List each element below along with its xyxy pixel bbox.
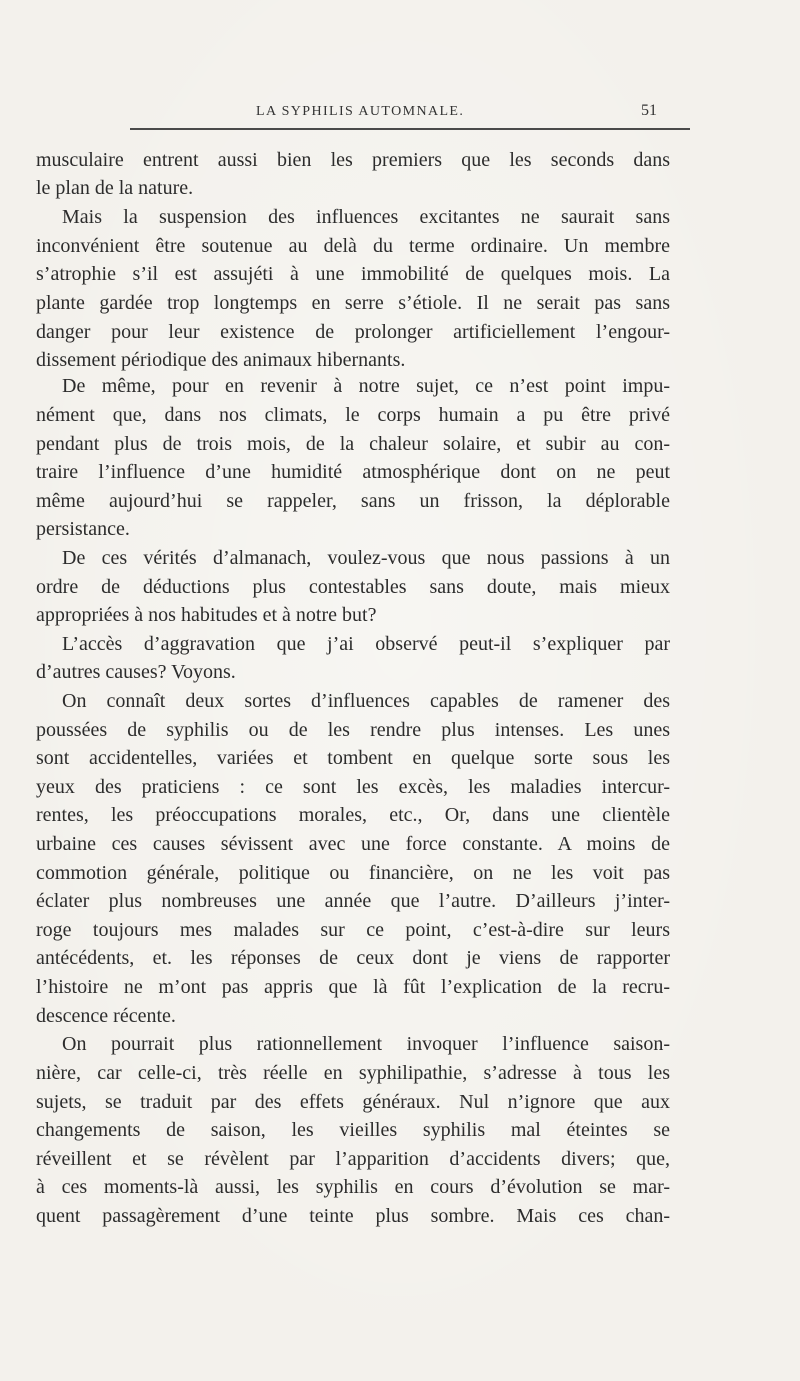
text-line: dissement périodique des animaux hibernants. xyxy=(36,349,406,371)
text-line: commotion générale, politique ou financière, on ne les voit pas xyxy=(36,862,670,884)
text-line: sujets, se traduit par des effets généraux. Nul n’ignore que aux xyxy=(36,1091,670,1113)
text-line: éclater plus nombreuses une année que l’autre. D’ailleurs j’inter- xyxy=(36,890,670,912)
text-line: On pourrait plus rationnellement invoquer l’influence saison- xyxy=(62,1033,670,1055)
text-line: urbaine ces causes sévissent avec une force constante. A moins de xyxy=(36,833,670,855)
text-line: rentes, les préoccupations morales, etc., Or, dans une clientèle xyxy=(36,804,670,826)
running-head xyxy=(0,104,800,126)
text-line: l’histoire ne m’ont pas appris que là fût l’explication de la recru- xyxy=(36,976,670,998)
text-line: musculaire entrent aussi bien les premiers que les seconds dans xyxy=(36,149,670,171)
running-head-title: LA SYPHILIS AUTOMNALE. xyxy=(256,104,465,119)
text-line: le plan de la nature. xyxy=(36,177,194,199)
text-line: On connaît deux sortes d’influences capables de ramener des xyxy=(62,690,670,712)
text-line: descence récente. xyxy=(36,1005,176,1027)
text-line: antécédents, et. les réponses de ceux dont je viens de rapporter xyxy=(36,947,670,969)
header-rule xyxy=(130,128,690,130)
text-line: quent passagèrement d’une teinte plus sombre. Mais ces chan- xyxy=(36,1205,670,1227)
text-line: pendant plus de trois mois, de la chaleur solaire, et subir au con- xyxy=(36,433,670,455)
text-line: poussées de syphilis ou de les rendre plus intenses. Les unes xyxy=(36,719,670,741)
text-line: inconvénient être soutenue au delà du terme ordinaire. Un membre xyxy=(36,235,670,257)
text-line: appropriées à nos habitudes et à notre but? xyxy=(36,604,377,626)
text-line: De même, pour en revenir à notre sujet, ce n’est point impu- xyxy=(62,375,670,397)
text-line: persistance. xyxy=(36,518,130,540)
text-line: Mais la suspension des influences excitantes ne saurait sans xyxy=(62,206,670,228)
page-number: 51 xyxy=(641,102,657,119)
text-line: danger pour leur existence de prolonger artificiellement l’engour- xyxy=(36,321,670,343)
text-line: ordre de déductions plus contestables sans doute, mais mieux xyxy=(36,576,670,598)
text-line: roge toujours mes malades sur ce point, c’est-à-dire sur leurs xyxy=(36,919,670,941)
text-line: yeux des praticiens : ce sont les excès, les maladies intercur- xyxy=(36,776,670,798)
text-line: traire l’influence d’une humidité atmosphérique dont on ne peut xyxy=(36,461,670,483)
text-line: nément que, dans nos climats, le corps humain a pu être privé xyxy=(36,404,670,426)
text-line: De ces vérités d’almanach, voulez-vous que nous passions à un xyxy=(62,547,670,569)
text-line: réveillent et se révèlent par l’apparition d’accidents divers; que, xyxy=(36,1148,670,1170)
text-line: d’autres causes? Voyons. xyxy=(36,661,236,683)
text-line: même aujourd’hui se rappeler, sans un frisson, la déplorable xyxy=(36,490,670,512)
text-line: L’accès d’aggravation que j’ai observé peut-il s’expliquer par xyxy=(62,633,670,655)
text-line: changements de saison, les vieilles syphilis mal éteintes se xyxy=(36,1119,670,1141)
text-line: sont accidentelles, variées et tombent en quelque sorte sous les xyxy=(36,747,670,769)
text-line: plante gardée trop longtemps en serre s’étiole. Il ne serait pas sans xyxy=(36,292,670,314)
text-line: s’atrophie s’il est assujéti à une immobilité de quelques mois. La xyxy=(36,263,670,285)
text-line: à ces moments-là aussi, les syphilis en cours d’évolution se mar- xyxy=(36,1176,670,1198)
text-line: nière, car celle-ci, très réelle en syphilipathie, s’adresse à tous les xyxy=(36,1062,670,1084)
